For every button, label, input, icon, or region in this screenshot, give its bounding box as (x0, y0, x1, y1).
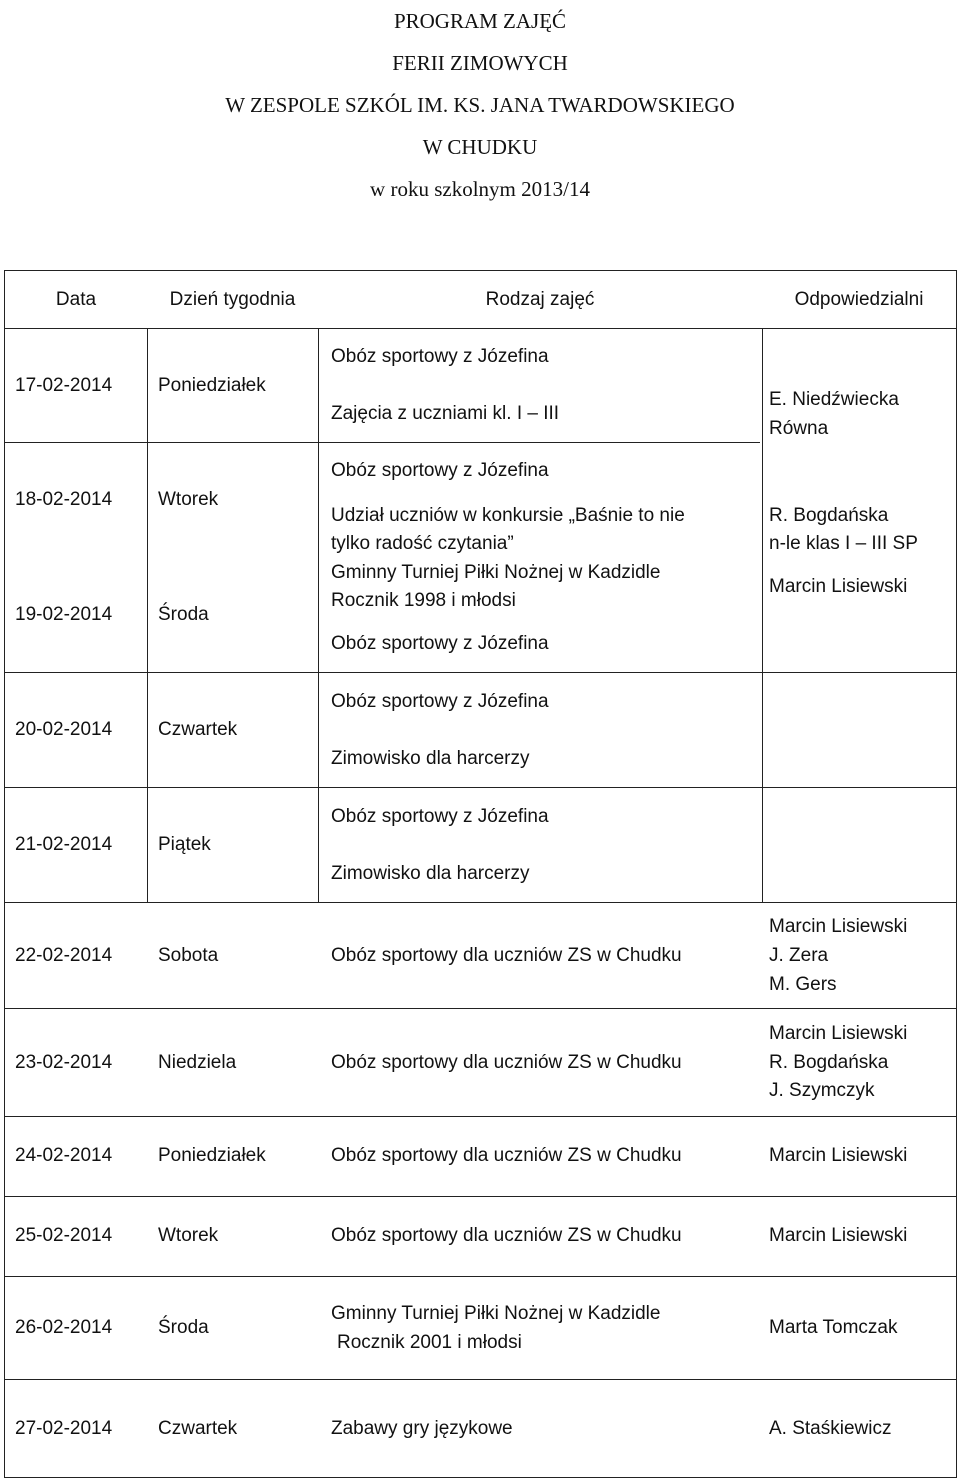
row-divider (5, 1276, 956, 1277)
row-divider (5, 1008, 956, 1009)
responsible-text: Równa (769, 418, 829, 439)
responsible-text: J. Szymczyk (769, 1080, 875, 1101)
header-responsible: Odpowiedzialni (794, 289, 924, 310)
responsible-text: Marta Tomczak (769, 1317, 898, 1338)
responsible-text: A. Staśkiewicz (769, 1418, 892, 1439)
responsible-text: Marcin Lisiewski (769, 1023, 908, 1044)
row-date: 25-02-2014 (15, 1225, 113, 1246)
row-date: 20-02-2014 (15, 719, 113, 740)
activity-text: Obóz sportowy dla uczniów ZS w Chudku (331, 1052, 682, 1073)
activity-text: Obóz sportowy z Józefina (331, 806, 549, 827)
row-day: Niedziela (158, 1052, 237, 1073)
activity-text: Gminny Turniej Piłki Nożnej w Kadzidle (331, 562, 661, 583)
document-title (0, 0, 960, 210)
row-day: Sobota (158, 945, 219, 966)
row-date: 27-02-2014 (15, 1418, 113, 1439)
header-day: Dzień tygodnia (169, 289, 296, 310)
activity-text: Zimowisko dla harcerzy (331, 748, 530, 769)
row-divider (5, 1116, 956, 1117)
activity-text: Zajęcia z uczniami kl. I – III (331, 403, 560, 424)
row-day: Wtorek (158, 489, 219, 510)
activity-text: Udział uczniów w konkursie „Baśnie to nie (331, 505, 685, 526)
row-day: Poniedziałek (158, 1145, 266, 1166)
header-date: Data (55, 289, 97, 310)
row-day: Czwartek (158, 1418, 238, 1439)
row-date: 26-02-2014 (15, 1317, 113, 1338)
row-day: Poniedziałek (158, 375, 266, 396)
row-divider (5, 902, 956, 903)
row-divider (5, 1196, 956, 1197)
column-divider (762, 328, 763, 902)
row-date: 18-02-2014 (15, 489, 113, 510)
column-divider (147, 328, 148, 902)
activity-text: Obóz sportowy z Józefina (331, 346, 549, 367)
responsible-text: n-le klas I – III SP (769, 533, 918, 554)
activity-text: tylko radość czytania” (331, 533, 514, 554)
responsible-text: R. Bogdańska (769, 505, 889, 526)
row-date: 22-02-2014 (15, 945, 113, 966)
responsible-text: E. Niedźwiecka (769, 389, 899, 410)
activity-text: Gminny Turniej Piłki Nożnej w Kadzidle (331, 1303, 661, 1324)
activity-text: Obóz sportowy dla uczniów ZS w Chudku (331, 1225, 682, 1246)
activity-text: Obóz sportowy z Józefina (331, 460, 549, 481)
title-line-1: PROGRAM ZAJĘĆ (393, 9, 567, 33)
responsible-text: J. Zera (769, 945, 829, 966)
row-day: Środa (158, 1317, 209, 1338)
row-day: Piątek (158, 834, 211, 855)
header-activity: Rodzaj zajęć (485, 289, 595, 310)
row-day: Wtorek (158, 1225, 219, 1246)
activity-text: Zabawy gry językowe (331, 1418, 513, 1439)
title-line-3: W ZESPOLE SZKÓL IM. KS. JANA TWARDOWSKIEGO (225, 93, 735, 117)
responsible-text: M. Gers (769, 974, 837, 995)
row-divider (5, 1379, 956, 1380)
activity-text: Rocznik 2001 i młodsi (337, 1332, 522, 1353)
activity-text: Obóz sportowy z Józefina (331, 633, 549, 654)
schedule-table (4, 270, 957, 1478)
activity-text: Obóz sportowy dla uczniów ZS w Chudku (331, 1145, 682, 1166)
column-divider (318, 328, 319, 902)
row-date: 17-02-2014 (15, 375, 113, 396)
responsible-text: R. Bogdańska (769, 1052, 889, 1073)
row-date: 23-02-2014 (15, 1052, 113, 1073)
row-date: 24-02-2014 (15, 1145, 113, 1166)
responsible-text: Marcin Lisiewski (769, 916, 908, 937)
title-line-5: w roku szkolnym 2013/14 (370, 177, 590, 201)
title-line-4: W CHUDKU (422, 135, 538, 159)
title-line-2: FERII ZIMOWYCH (392, 51, 568, 75)
row-day: Czwartek (158, 719, 238, 740)
responsible-text: Marcin Lisiewski (769, 576, 908, 597)
activity-text: Rocznik 1998 i młodsi (331, 590, 516, 611)
row-date: 19-02-2014 (15, 604, 113, 625)
activity-text: Zimowisko dla harcerzy (331, 863, 530, 884)
row-day: Środa (158, 604, 209, 625)
activity-text: Obóz sportowy dla uczniów ZS w Chudku (331, 945, 682, 966)
row-date: 21-02-2014 (15, 834, 113, 855)
responsible-text: Marcin Lisiewski (769, 1225, 908, 1246)
activity-text: Obóz sportowy z Józefina (331, 691, 549, 712)
row-divider (5, 442, 760, 443)
responsible-text: Marcin Lisiewski (769, 1145, 908, 1166)
